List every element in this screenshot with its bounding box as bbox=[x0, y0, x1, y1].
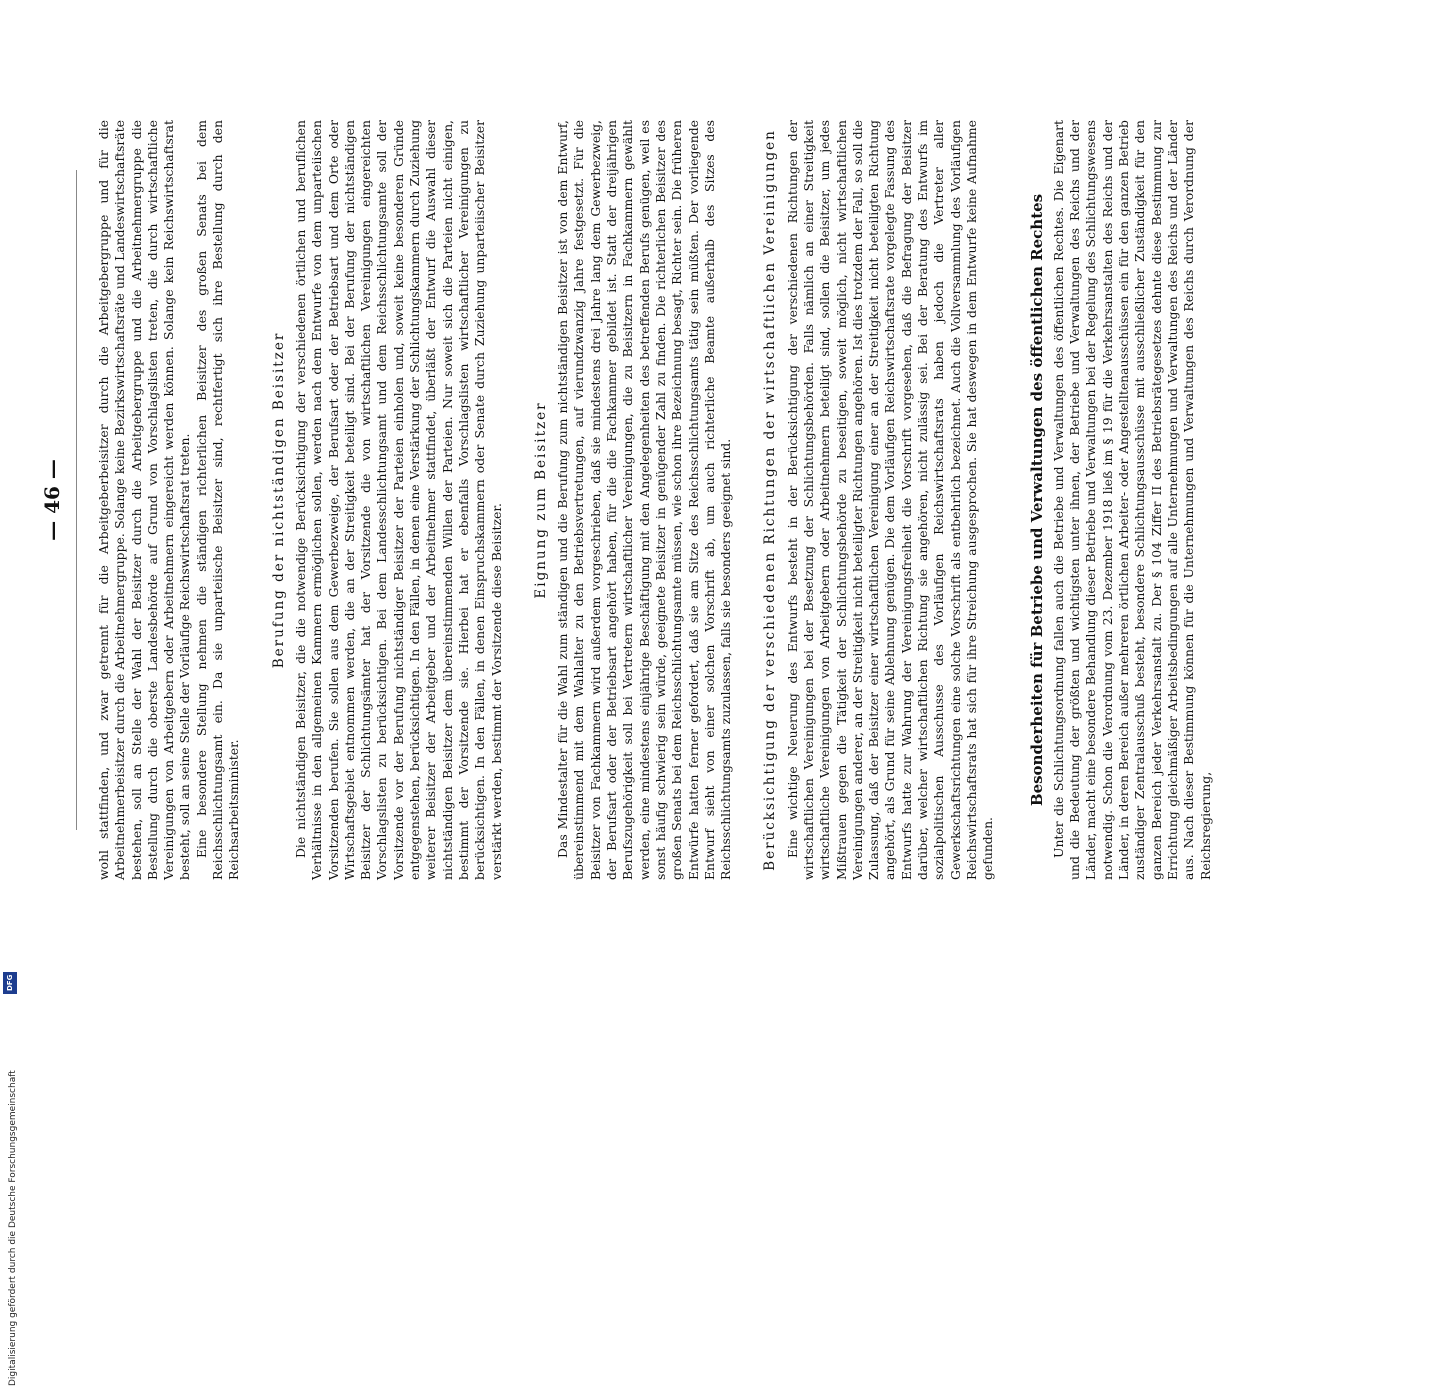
section-heading: Berücksichtigung der verschiedenen Richtungen der wirtschaftlichen Vereinigungen bbox=[762, 129, 779, 871]
document-body bbox=[96, 120, 1214, 880]
dfg-logo: DFG bbox=[3, 972, 17, 994]
header-rule bbox=[76, 170, 77, 830]
paragraph: Die nichtständigen Beisitzer, die die notwendige Berücksichtigung der verschiedenen örtlichen und beruflichen Verhältnisse in den allgemeinen Kammern ermöglichen sollen, werden nach dem Entwurfe von dem unparteiischen Vorsitzenden berufen. Sie sollen aus dem Gewerbezweige, der Berufsart oder der Betriebsart und dem Orte oder Wirtschaftsgebiet entnommen werden, die an der Streitigkeit beteiligt sind. Bei der Berufung der nichtständigen Beisitzer der Schlichtungsämter hat der Vorsitzende die von wirtschaftlichen Vereinigungen eingereichten Vorschlagslisten zu berücksichtigen. Bei dem Landesschlichtungsamt und dem Reichsschlichtungsamte soll der Vorsitzende vor der Berufung nichtständiger Beisitzer der Parteien einholen und, soweit keine besonderen Gründe entgegenstehen, berücksichtigen. In den Fällen, in denen eine Verstärkung der Schlichtungskammern durch Zuziehung weiterer Beisitzer der Arbeitgeber und der Arbeitnehmer stattfindet, überläßt der Entwurf die Auswahl dieser nichtständigen Beisitzer dem übereinstimmenden Willen der Parteien. Nur soweit sich die Parteien nicht einigen, bestimmt der Vorsitzende sie. Hierbei hat er ebenfalls Vorschlagslisten wirtschaftlicher Vereinigungen zu berücksichtigen. In den Fällen, in denen Einspruchskammern oder Senate durch Zuziehung unparteiischer Beisitzer verstärkt werden, bestimmt der Vorsitzende diese Beisitzer. bbox=[292, 120, 504, 880]
section-heading-bold: Besonderheiten für Betriebe und Verwaltungen des öffentlichen Rechtes bbox=[1027, 193, 1046, 807]
paragraph: Eine besondere Stellung nehmen die ständigen richterlichen Beisitzer des großen Senats bei dem Reichsschlichtungsamt ein. Da sie unparteiische Beisitzer sind, rechtfertigt sich ihre Bestellung durch den Reichsarbeitsminister. bbox=[193, 120, 242, 880]
section-heading: Berufung der nichtständigen Beisitzer bbox=[270, 331, 287, 669]
paragraph: Das Mindestalter für die Wahl zum ständigen und die Berufung zum nichtständigen Beisitzer ist von dem Entwurf, übereinstimmend mit dem Wahlalter zu den Betriebsvertretungen, auf vierundzwanzig Jahre festgesetzt. Für die Beisitzer von Fachkammern wird außerdem vorgeschrieben, daß sie mindestens drei Jahre lang dem Gewerbezweig, der Berufsart oder der Betriebsart angehört haben, für die die Fachkammer gebildet ist. Statt der dreijährigen Berufszugehörigkeit soll bei Vertretern wirtschaftlicher Vereinigungen, die zu Beisitzern in Fachkammern gewählt werden, eine mindestens einjährige Beschäftigung mit den Angelegenheiten des betreffenden Berufs genügen, weil es sonst häufig schwierig sein würde, geeignete Beisitzer in genügender Zahl zu finden. Die richterlichen Beisitzer des großen Senats bei dem Reichsschlichtungsamte müssen, wie schon ihre Bezeichnung besagt, Richter sein. Die früheren Entwürfe hatten ferner gefordert, daß sie am Sitze des Reichsschlichtungsamts tätig sein müßten. Der vorliegende Entwurf sieht von einer solchen Vorschrift ab, um auch richterliche Beamte außerhalb des Sitzes des Reichsschlichtungsamts zuzulassen, falls sie besonders geeignet sind. bbox=[555, 120, 734, 880]
section-heading: Eignung zum Beisitzer bbox=[532, 401, 549, 599]
page-number: — 46 — bbox=[40, 459, 64, 541]
paragraph: wohl stattfinden, und zwar getrennt für die Arbeitgeberbeisitzer durch die Arbeitgebergruppe und für die Arbeitnehmerbeisitzer durch die Arbeitnehmergruppe. Solange keine Bezirkswirtschaftsräte und Landeswirtschaftsräte bestehen, soll an Stelle der Wahl der Beisitzer durch die Arbeitgebergruppe und die Arbeitnehmergruppe die Bestellung durch die oberste Landesbehörde auf Grund von Vorschlagslisten treten, die durch wirtschaftliche Vereinigungen von Arbeitgebern oder Arbeitnehmern eingereicht werden können. Solange kein Reichswirtschaftsrat besteht, soll an seine Stelle der Vorläufige Reichswirtschaftsrat treten. bbox=[96, 120, 193, 880]
paragraph: Eine wichtige Neuerung des Entwurfs besteht in der Berücksichtigung der verschiedenen Richtungen der wirtschaftlichen Vereinigungen bei der Besetzung der Schlichtungsbehörden. Falls nämlich an einer Streitigkeit wirtschaftliche Vereinigungen von Arbeitgebern oder Arbeitnehmern beteiligt sind, sollen die Beisitzer, um jedes Mißtrauen gegen die Tätigkeit der Schlichtungsbehörde zu beseitigen, soweit möglich, nicht wirtschaftlichen Vereinigungen anderer, an der Streitigkeit nicht beteiligter Richtungen angehören. Ist dies trotzdem der Fall, so soll die Zulassung, daß der Beisitzer einer wirtschaftlichen Vereinigung einer an der Streitigkeit nicht beteiligten Richtung angehört, als Grund für seine Ablehnung genügen. Die dem Vorläufigen Reichswirtschaftsrate vorgelegte Fassung des Entwurfs hatte zur Wahrung der Vereinigungsfreiheit die Vorschrift vorgesehen, daß die Befragung der Beisitzer darüber, welcher wirtschaftlichen Richtung sie angehören, nicht zulässig sei. Bei der Beratung des Entwurfs im sozialpolitischen Ausschusse des Vorläufigen Reichswirtschaftsrats haben jedoch die Vertreter aller Gewerkschaftsrichtungen eine solche Vorschrift als entbehrlich bezeichnet. Auch die Vollversammlung des Vorläufigen Reichswirtschaftsrats hat sich für ihre Streichung ausgesprochen. Sie hat deswegen in dem Entwurfe keine Aufnahme gefunden. bbox=[784, 120, 996, 880]
digitization-credit bbox=[6, 596, 26, 1386]
credit-text: Digitalisierung gefördert durch die Deutsche Forschungsgemeinschaft bbox=[8, 1070, 18, 1386]
paragraph: Unter die Schlichtungsordnung fallen auch die Betriebe und Verwaltungen des öffentlichen Rechtes. Die Eigenart und die Bedeutung der größten und wichtigsten unter ihnen, der Betriebe und Verwaltungen des Reichs und der Länder, macht eine besondere Behandlung dieser Betriebe und Verwaltungen bei der Regelung des Schlichtungswesens notwendig. Schon die Verordnung vom 23. Dezember 1918 ließ im § 19 für die Verkehrsanstalten des Reichs und der Länder, in deren Bereich außer mehreren örtlichen Arbeiter- oder Angestelltenausschüssen ein für den ganzen Betrieb zuständiger Zentralausschuß besteht, besondere Schlichtungsausschüsse mit ausschließlicher Zuständigkeit für den ganzen Bereich jeder Verkehrsanstalt zu. Der § 104 Ziffer II des Betriebsrätegesetzes dehnte diese Bestimmung zur Errichtung gleichmäßiger Arbeitsbedingungen auf alle Unternehmungen und Verwaltungen des Reichs und der Länder aus. Nach dieser Bestimmung können für die Unternehmungen und Verwaltungen des Reichs durch Verordnung der Reichsregierung, bbox=[1050, 120, 1213, 880]
